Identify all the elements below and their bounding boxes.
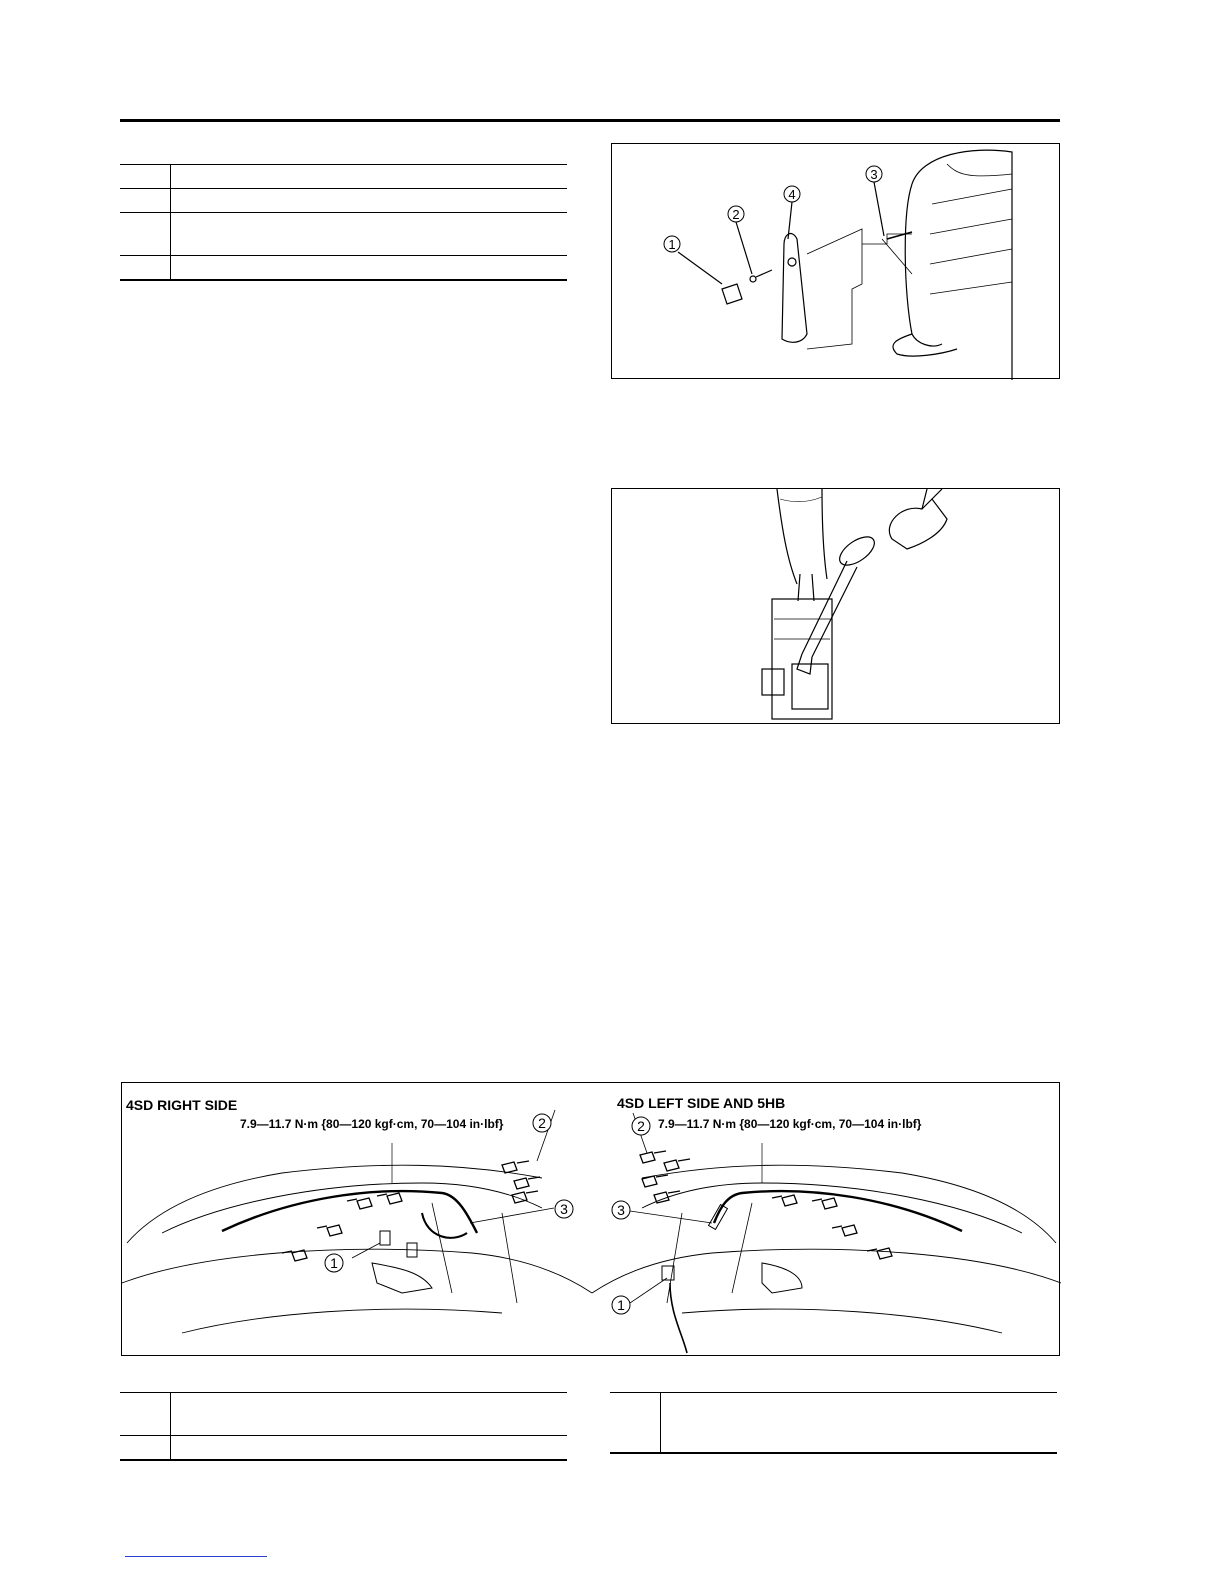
seat-trim-illustration: [612, 144, 1061, 380]
right-callout-3: 3: [560, 1201, 568, 1217]
legend-table-bottom-left: [120, 1392, 567, 1461]
figure-seat-side-trim: [611, 143, 1060, 379]
header-rule: [120, 119, 1060, 122]
left-callout-3: 3: [617, 1202, 625, 1218]
legend-table-top: [120, 164, 567, 281]
left-callout-1: 1: [617, 1297, 625, 1313]
table-row: [120, 189, 567, 213]
airbag-illustration: [122, 1083, 1061, 1357]
table-row: [120, 165, 567, 189]
left-callout-2: 2: [637, 1118, 645, 1134]
right-side-title: 4SD RIGHT SIDE: [126, 1097, 238, 1113]
figure-connector-release: [611, 488, 1060, 724]
callout-2: 2: [732, 207, 740, 222]
callout-3: 3: [870, 167, 878, 182]
right-callout-1: 1: [330, 1255, 338, 1271]
callout-4: 4: [788, 187, 796, 202]
left-side-title: 4SD LEFT SIDE AND 5HB: [617, 1095, 786, 1111]
table-row: [120, 213, 567, 256]
table-row: [120, 256, 567, 281]
table-row: [610, 1393, 1057, 1454]
connector-illustration: [612, 489, 1061, 725]
table-row: [120, 1436, 567, 1461]
callout-1: 1: [668, 237, 676, 252]
figure-curtain-airbag: [121, 1082, 1060, 1356]
table-row: [120, 1393, 567, 1436]
right-callout-2: 2: [538, 1115, 546, 1131]
legend-table-bottom-right: [610, 1392, 1057, 1454]
right-torque-spec: 7.9—11.7 N·m {80—120 kgf·cm, 70—104 in·lbf}: [240, 1117, 504, 1131]
left-torque-spec: 7.9—11.7 N·m {80—120 kgf·cm, 70—104 in·lbf}: [658, 1117, 922, 1131]
footer-link-underline[interactable]: [125, 1556, 267, 1557]
